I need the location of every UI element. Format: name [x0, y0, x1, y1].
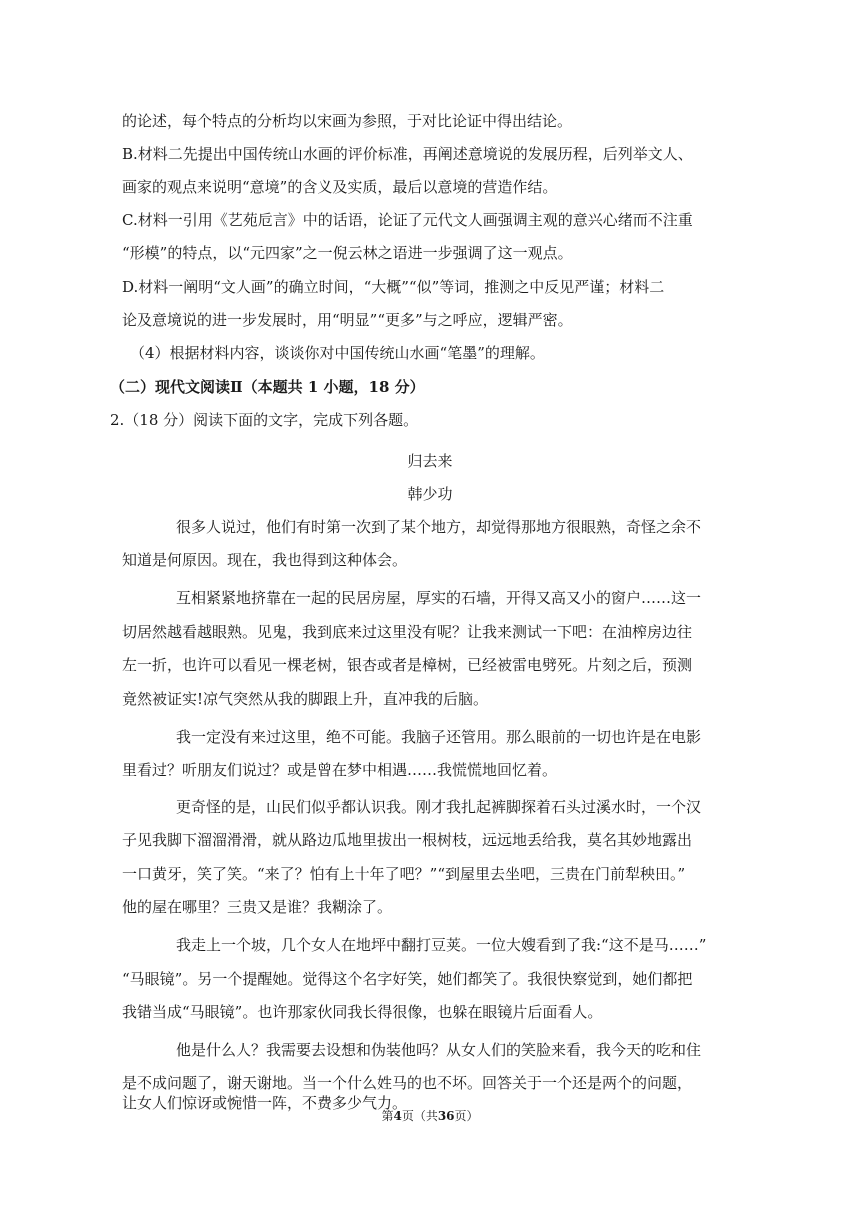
paragraph-4-line-2: 子见我脚下溜溜滑滑，就从路边瓜地里拔出一根树枝，远远地丢给我，莫名其妙地露出	[122, 831, 693, 849]
paragraph-6-line-2: 是不成问题了，谢天谢地。当一个什么姓马的也不坏。回答关于一个还是两个的问题，	[122, 1074, 693, 1092]
paragraph-4-line-1: 更奇怪的是，山民们似乎都认识我。刚才我扎起裤脚探着石头过溪水时，一个汉	[176, 798, 702, 816]
footer-suffix: 页）	[454, 1109, 479, 1123]
option-c-line-1: C.材料一引用《艺苑卮言》中的话语，论证了元代文人画强调主观的意兴心绪而不注重	[122, 211, 693, 229]
option-a-continuation: 的论述，每个特点的分析均以宋画为参照，于对比论证中得出结论。	[122, 112, 573, 130]
paragraph-2-line-3: 左一折，也许可以看见一棵老树，银杏或者是樟树，已经被雷电劈死。片刻之后，预测	[122, 656, 693, 674]
option-d-line-2: 论及意境说的进一步发展时，用“明显”“更多”与之呼应，逻辑严密。	[122, 311, 573, 329]
footer-page-number: 4	[393, 1109, 402, 1123]
paragraph-2-line-1: 互相紧紧地挤靠在一起的民居房屋，厚实的石墙，开得又高又小的窗户……这一	[176, 589, 702, 607]
paragraph-5-line-2: “马眼镜”。另一个提醒她。觉得这个名字好笑，她们都笑了。我很快察觉到，她们都把	[122, 970, 693, 988]
footer-middle: 页（共	[401, 1109, 438, 1123]
footer-prefix: 第	[381, 1109, 394, 1123]
paragraph-6-line-3: 让女人们惊讶或惋惜一阵，不费多少气力。	[122, 1094, 408, 1112]
story-author: 韩少功	[407, 485, 453, 503]
paragraph-1-line-1: 很多人说过，他们有时第一次到了某个地方，却觉得那地方很眼熟，奇怪之余不	[176, 518, 702, 536]
option-d-line-1: D.材料一阐明“文人画”的确立时间，“大概”“似”等词，推测之中反见严谨；材料二	[122, 278, 665, 296]
paragraph-4-line-3: 一口黄牙，笑了笑。“来了？怕有上十年了吧？”“到屋里去坐吧，三贵在门前犁秧田。”	[122, 865, 686, 883]
paragraph-5-line-3: 我错当成“马眼镜”。也许那家伙同我长得很像，也躲在眼镜片后面看人。	[122, 1003, 603, 1021]
paragraph-2-line-2: 切居然越看越眼熟。见鬼，我到底来过这里没有呢？让我来测试一下吧：在油榨房边往	[122, 623, 693, 641]
paragraph-5-line-1: 我走上一个坡，几个女人在地坪中翻打豆荚。一位大嫂看到了我:“这不是马……”	[176, 936, 707, 954]
paragraph-6-line-1: 他是什么人？我需要去设想和伪装他吗？从女人们的笑脸来看，我今天的吃和住	[176, 1041, 702, 1059]
page-footer	[0, 1108, 860, 1124]
option-c-line-2: “形模”的特点，以“元四家”之一倪云林之语进一步强调了这一观点。	[122, 244, 573, 262]
option-b-line-1: B.材料二先提出中国传统山水画的评价标准，再阐述意境说的发展历程，后列举文人、	[122, 145, 693, 163]
footer-total-pages: 36	[437, 1109, 455, 1123]
paragraph-2-line-4: 竟然被证实!凉气突然从我的脚跟上升，直冲我的后脑。	[122, 690, 489, 708]
paragraph-3-line-2: 里看过？听朋友们说过？或是曾在梦中相遇……我慌慌地回忆着。	[122, 761, 558, 779]
option-b-line-2: 画家的观点来说明“意境”的含义及实质，最后以意境的营造作结。	[122, 178, 558, 196]
paragraph-3-line-1: 我一定没有来过这里，绝不可能。我脑子还管用。那么眼前的一切也许是在电影	[176, 728, 702, 746]
question-2-prompt: 2.（18 分）阅读下面的文字，完成下列各题。	[110, 411, 419, 429]
paragraph-1-line-2: 知道是何原因。现在，我也得到这种体会。	[122, 551, 408, 569]
section-heading: （二）现代文阅读Ⅱ（本题共 1 小题，18 分）	[110, 378, 425, 396]
story-title: 归去来	[407, 452, 453, 470]
question-4: （4）根据材料内容，谈谈你对中国传统山水画“笔墨”的理解。	[130, 344, 545, 362]
paragraph-4-line-4: 他的屋在哪里？三贵又是谁？我糊涂了。	[122, 898, 393, 916]
